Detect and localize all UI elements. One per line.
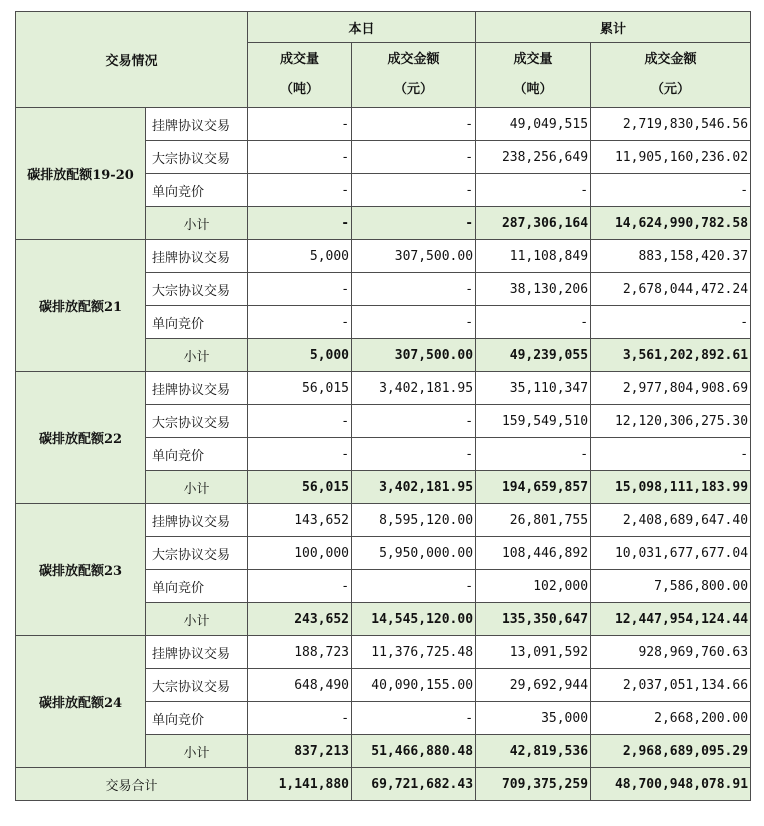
trade-type-cell: 挂牌协议交易 [146, 108, 248, 141]
table-row [16, 636, 751, 669]
cum-volume-cell: 49,049,515 [476, 108, 591, 141]
cum-amount-cell: 10,031,677,677.04 [591, 537, 751, 570]
cum-amount-cell: 883,158,420.37 [591, 240, 751, 273]
total-row [16, 768, 751, 801]
cum-volume-cell: 38,130,206 [476, 273, 591, 306]
allowance-group-label: 碳排放配额23 [16, 504, 146, 636]
cum-volume-title: 成交量 [513, 52, 553, 67]
total-cum-amount: 48,700,948,078.91 [591, 768, 751, 801]
today-amount-cell: - [352, 702, 476, 735]
today-amount-cell: 11,376,725.48 [352, 636, 476, 669]
total-label: 交易合计 [16, 768, 248, 801]
today-volume-cell: - [248, 570, 352, 603]
today-amount-cell: 5,950,000.00 [352, 537, 476, 570]
subtotal-today-amount: 51,466,880.48 [352, 735, 476, 768]
today-volume-cell: - [248, 108, 352, 141]
today-volume-cell: 100,000 [248, 537, 352, 570]
cum-volume-cell: - [476, 174, 591, 207]
trade-type-cell: 挂牌协议交易 [146, 636, 248, 669]
today-volume-cell: 143,652 [248, 504, 352, 537]
trade-type-cell: 挂牌协议交易 [146, 372, 248, 405]
subtotal-cum-amount: 2,968,689,095.29 [591, 735, 751, 768]
allowance-group-label: 碳排放配额24 [16, 636, 146, 768]
table-row [16, 240, 751, 273]
subtotal-today-volume: 5,000 [248, 339, 352, 372]
cum-amount-cell: 12,120,306,275.30 [591, 405, 751, 438]
today-amount-cell: - [352, 273, 476, 306]
cum-amount-cell: 2,678,044,472.24 [591, 273, 751, 306]
today-amount-cell: 8,595,120.00 [352, 504, 476, 537]
today-volume-cell: - [248, 273, 352, 306]
today-volume-unit: （吨） [280, 82, 320, 97]
trade-type-cell: 单向竞价 [146, 702, 248, 735]
trading-summary-table [15, 11, 751, 801]
today-volume-header [248, 43, 352, 108]
cum-volume-cell: 108,446,892 [476, 537, 591, 570]
total-today-volume: 1,141,880 [248, 768, 352, 801]
subtotal-cum-volume: 287,306,164 [476, 207, 591, 240]
cum-volume-cell: 26,801,755 [476, 504, 591, 537]
allowance-group-label: 碳排放配额21 [16, 240, 146, 372]
cumulative-header: 累计 [476, 12, 751, 43]
subtotal-cum-amount: 15,098,111,183.99 [591, 471, 751, 504]
subtotal-today-volume: - [248, 207, 352, 240]
cum-volume-cell: 35,110,347 [476, 372, 591, 405]
subtotal-label: 小计 [146, 339, 248, 372]
today-amount-cell: - [352, 570, 476, 603]
subtotal-today-volume: 243,652 [248, 603, 352, 636]
subtotal-cum-volume: 135,350,647 [476, 603, 591, 636]
cum-amount-cell: 2,977,804,908.69 [591, 372, 751, 405]
trade-type-cell: 单向竞价 [146, 570, 248, 603]
subtotal-today-amount: 3,402,181.95 [352, 471, 476, 504]
subtotal-label: 小计 [146, 471, 248, 504]
today-amount-cell: - [352, 438, 476, 471]
cum-volume-unit: （吨） [513, 82, 553, 97]
cum-volume-cell: 238,256,649 [476, 141, 591, 174]
trade-info-header: 交易情况 [16, 12, 248, 108]
subtotal-label: 小计 [146, 603, 248, 636]
cum-amount-cell: 7,586,800.00 [591, 570, 751, 603]
trade-type-cell: 挂牌协议交易 [146, 504, 248, 537]
cum-amount-cell: 2,037,051,134.66 [591, 669, 751, 702]
today-amount-unit: （元） [394, 82, 434, 97]
cum-amount-cell: - [591, 438, 751, 471]
trade-type-cell: 挂牌协议交易 [146, 240, 248, 273]
cum-amount-unit: （元） [651, 82, 691, 97]
trade-type-cell: 单向竞价 [146, 438, 248, 471]
cum-volume-cell: 159,549,510 [476, 405, 591, 438]
cum-volume-cell: 102,000 [476, 570, 591, 603]
today-volume-cell: 56,015 [248, 372, 352, 405]
today-amount-cell: - [352, 306, 476, 339]
subtotal-cum-amount: 3,561,202,892.61 [591, 339, 751, 372]
allowance-group-label: 碳排放配额22 [16, 372, 146, 504]
subtotal-label: 小计 [146, 735, 248, 768]
today-volume-cell: 5,000 [248, 240, 352, 273]
table-row [16, 372, 751, 405]
allowance-group-label: 碳排放配额19-20 [16, 108, 146, 240]
cum-amount-title: 成交金额 [644, 52, 697, 67]
subtotal-today-amount: - [352, 207, 476, 240]
today-amount-cell: - [352, 174, 476, 207]
today-amount-title: 成交金额 [387, 52, 440, 67]
trade-type-cell: 大宗协议交易 [146, 273, 248, 306]
trade-type-cell: 单向竞价 [146, 174, 248, 207]
cum-amount-cell: 2,719,830,546.56 [591, 108, 751, 141]
today-amount-cell: - [352, 405, 476, 438]
today-amount-cell: 40,090,155.00 [352, 669, 476, 702]
subtotal-today-amount: 14,545,120.00 [352, 603, 476, 636]
subtotal-cum-volume: 49,239,055 [476, 339, 591, 372]
today-volume-cell: - [248, 174, 352, 207]
cum-volume-cell: - [476, 306, 591, 339]
cum-amount-cell: 928,969,760.63 [591, 636, 751, 669]
subtotal-cum-amount: 12,447,954,124.44 [591, 603, 751, 636]
trade-type-cell: 大宗协议交易 [146, 537, 248, 570]
today-amount-header [352, 43, 476, 108]
table-row [16, 108, 751, 141]
today-volume-cell: 648,490 [248, 669, 352, 702]
cum-amount-cell: - [591, 174, 751, 207]
cum-volume-cell: 29,692,944 [476, 669, 591, 702]
subtotal-label: 小计 [146, 207, 248, 240]
today-header: 本日 [248, 12, 476, 43]
today-volume-cell: - [248, 141, 352, 174]
total-today-amount: 69,721,682.43 [352, 768, 476, 801]
today-volume-cell: - [248, 405, 352, 438]
today-volume-title: 成交量 [280, 52, 320, 67]
cum-volume-cell: 13,091,592 [476, 636, 591, 669]
cum-volume-cell: - [476, 438, 591, 471]
cum-amount-cell: 2,408,689,647.40 [591, 504, 751, 537]
today-volume-cell: - [248, 306, 352, 339]
subtotal-today-volume: 837,213 [248, 735, 352, 768]
trade-type-cell: 大宗协议交易 [146, 405, 248, 438]
cum-volume-header [476, 43, 591, 108]
cum-amount-cell: 2,668,200.00 [591, 702, 751, 735]
today-amount-cell: 3,402,181.95 [352, 372, 476, 405]
total-cum-volume: 709,375,259 [476, 768, 591, 801]
subtotal-cum-volume: 194,659,857 [476, 471, 591, 504]
trade-type-cell: 大宗协议交易 [146, 669, 248, 702]
subtotal-today-volume: 56,015 [248, 471, 352, 504]
trade-type-cell: 单向竞价 [146, 306, 248, 339]
today-volume-cell: 188,723 [248, 636, 352, 669]
cum-volume-cell: 11,108,849 [476, 240, 591, 273]
today-volume-cell: - [248, 702, 352, 735]
today-volume-cell: - [248, 438, 352, 471]
today-amount-cell: - [352, 141, 476, 174]
subtotal-today-amount: 307,500.00 [352, 339, 476, 372]
table-row [16, 504, 751, 537]
today-amount-cell: 307,500.00 [352, 240, 476, 273]
today-amount-cell: - [352, 108, 476, 141]
cum-amount-cell: 11,905,160,236.02 [591, 141, 751, 174]
cum-amount-header [591, 43, 751, 108]
trade-type-cell: 大宗协议交易 [146, 141, 248, 174]
cum-volume-cell: 35,000 [476, 702, 591, 735]
subtotal-cum-volume: 42,819,536 [476, 735, 591, 768]
subtotal-cum-amount: 14,624,990,782.58 [591, 207, 751, 240]
cum-amount-cell: - [591, 306, 751, 339]
